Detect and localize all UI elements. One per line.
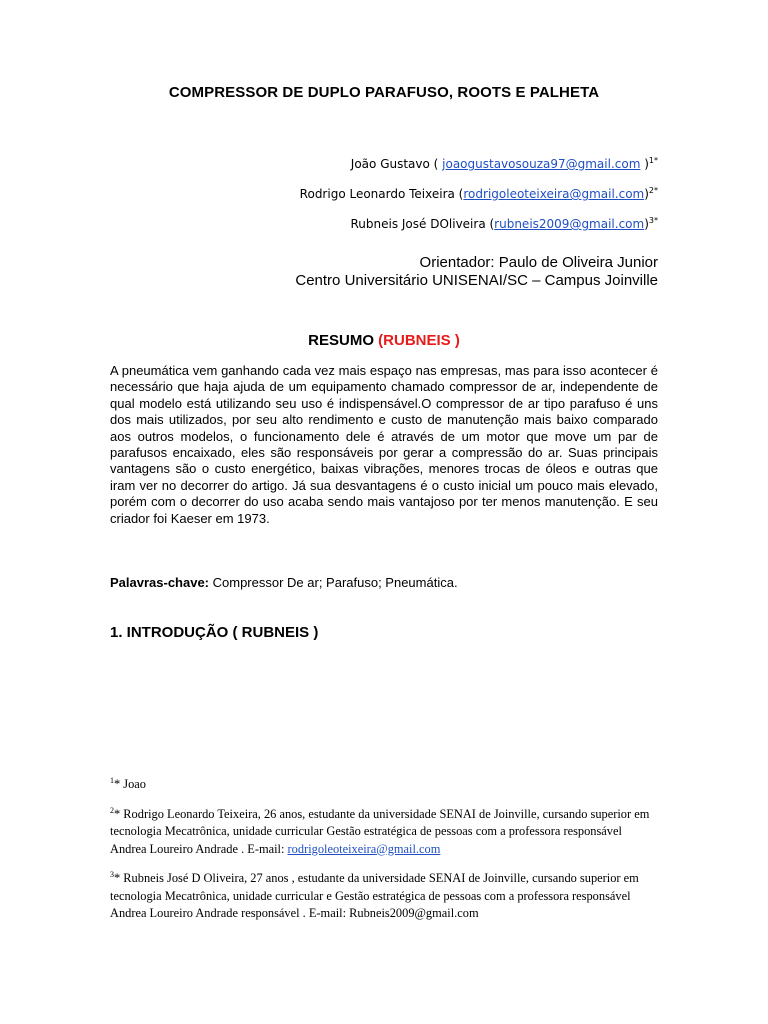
footnote: $^1$* Joao — [110, 776, 147, 791]
footnote-number: 3 — [110, 870, 114, 879]
author-email-link[interactable]: joaogustavosouza97@gmail.com — [442, 157, 641, 171]
keywords-line — [110, 575, 458, 590]
footnote-marker: 3* — [648, 216, 658, 225]
footnote-email-link[interactable]: rodrigoleoteixeira@gmail.com — [287, 841, 441, 856]
footnotes — [110, 776, 660, 935]
keywords-label: Palavras-chave: — [110, 575, 210, 590]
footnote-marker: 2* — [648, 186, 658, 195]
author-list — [98, 156, 658, 246]
abstract-heading-author: (RUBNEIS ) — [378, 332, 460, 349]
abstract-text: A pneumática vem ganhando cada vez mais espaço nas empresas, mas para isso acontecer é necessário que haja ajuda de um equipamento chamado compressor de ar, independente de qual modelo está utilizando seu uso é indispensável.O compressor de ar tipo parafuso é uns dos mais utilizados, por seu alto rendimento e custo de manutenção mais baixo comparado aos outros modelos, o funcionamento dele é através de um motor que move um par de parafusos encaixado, eles são responsáveis por gerar a compressão do ar. Suas principais vantagens são o custo energético, baixas vibrações, menores trocas de óleos e outras que iram ver no decorrer do artigo. Já sua desvantagens é o custo inicial um pouco mais elevado, porém com o decorrer do uso acaba sendo mais vantajoso por ter menos manutenção. E seu criador foi Kaeser em 1973. — [110, 363, 658, 526]
footnote: $^3$* Rubneis José D Oliveira, 27 anos , estudante da universidade SENAI de Joinville, cursando superior em tecnologia Mecatrônica, unidade curricular e Gestão estratégica de pessoas com a professora responsável Andrea Loureiro Andrade responsável . E-mail: Rubneis2009@gmail.com — [110, 870, 639, 920]
footnote-number: 1 — [110, 776, 114, 785]
advisor-block — [98, 254, 658, 290]
author-line: Rubneis José DOliveira (rubneis2009@gmail.com)$^{3*}$ — [350, 216, 658, 231]
abstract-heading: RESUMO (RUBNEIS ) — [308, 332, 460, 349]
keywords-values: Compressor De ar; Parafuso; Pneumática. — [209, 575, 458, 590]
author-name: Rodrigo Leonardo Teixeira ( — [299, 187, 464, 201]
paper-title: COMPRESSOR DE DUPLO PARAFUSO, ROOTS E PALHETA — [168, 84, 600, 101]
author-line: João Gustavo ( joaogustavosouza97@gmail.com )$^{1*}$ — [350, 156, 658, 171]
advisor-name: Orientador: Paulo de Oliveira Junior — [419, 254, 658, 271]
author-email-link[interactable]: rodrigoleoteixeira@gmail.com — [463, 187, 645, 201]
footnote-marker: 1* — [648, 156, 658, 165]
author-name: João Gustavo ( — [350, 157, 443, 171]
author-line: Rodrigo Leonardo Teixeira (rodrigoleoteixeira@gmail.com)$^{2*}$ — [299, 186, 658, 201]
footnote-number: 2 — [110, 805, 114, 815]
institution: Centro Universitário UNISENAI/SC – Campus Joinville — [295, 272, 658, 289]
author-name: Rubneis José DOliveira ( — [350, 217, 495, 231]
footnote: $^2$* Rodrigo Leonardo Teixeira, 26 anos, estudante da universidade SENAI de Joinville, cursando superior em tecnologia Mecatrônica, unidade curricular Gestão estratégica de pessoas com a professora responsável Andrea Loureiro Andrade . E-mail: rodrigoleoteixeira@gmail.com — [110, 805, 650, 856]
author-email-link[interactable]: rubneis2009@gmail.com — [494, 217, 645, 231]
section-heading-introduction: 1. INTRODUÇÃO ( RUBNEIS ) — [110, 624, 319, 641]
